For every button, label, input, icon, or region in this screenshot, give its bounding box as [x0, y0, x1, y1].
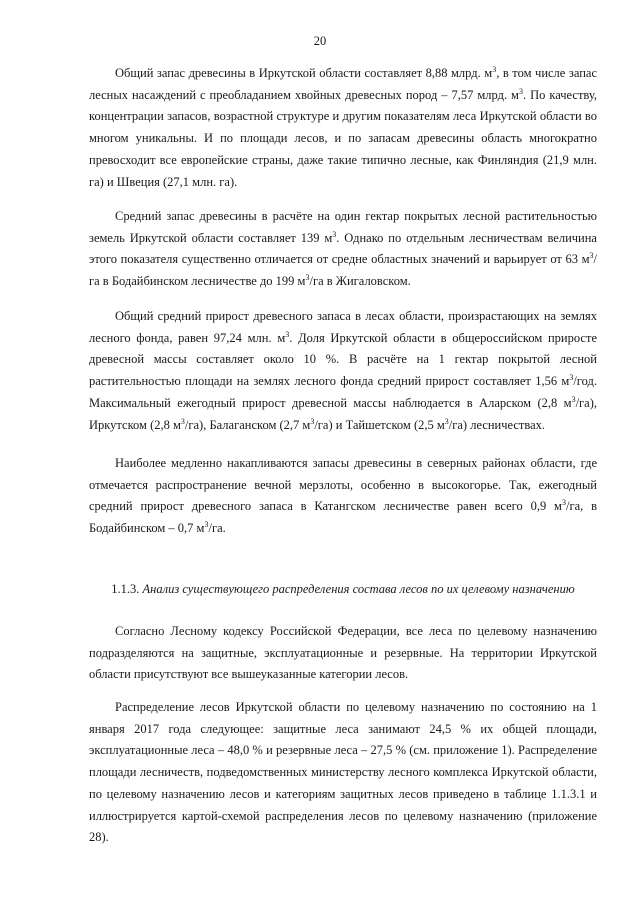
section-title: Анализ существующего распределения состава лесов по их целевому назначению	[142, 582, 575, 596]
paragraph-forest-code: Согласно Лесному кодексу Российской Федерации, все леса по целевому назначению подразделяются на защитные, эксплуатационные и резервные. На территории Иркутской области присутствуют все вышеуказанные категории лесов.	[89, 624, 597, 682]
paragraph-total-wood-stock: Общий запас древесины в Иркутской области составляет 8,88 млрд. $м^3$, в том числе запас лесных насаждений с преобладанием хвойных древесных пород – 7,57 млрд. $м^3$. По качеству, концентрации запасов, возрастной структуре и другим показателям леса Иркутской области во многом уникальны. И по площади лесов, и по запасам древесины область многократно превосходит все европейские страны, даже такие типично лесные, как Финляндия (21,9 млн. га) и Швеция (27,1 млн. га).	[89, 64, 598, 189]
paragraph-distribution-by-purpose: Распределение лесов Иркутской области по целевому назначению по состоянию на 1 января 2017 года следующее: защитные леса занимают 24,5 % их общей площади, эксплуатационные леса – 48,0 % и резервные леса – 27,5 % (см. приложение 1). Распределение площади лесничеств, подведомственных министерству лесного комплекса Иркутской области, по целевому назначению лесов и категориям защитных лесов приведено в таблице 1.1.3.1 и иллюстрируется картой-схемой распределения лесов по целевому назначению (приложение 28).	[89, 700, 597, 845]
page-number: 20	[313, 34, 327, 48]
paragraph-average-stock-per-hectare: Средний запас древесины в расчёте на один гектар покрытых лесной растительностью земель Иркутской области составляет 139 $м^3$. Однако по отдельным лесничествам величина этого показателя существенно отличается от средне областных значений и варьирует от 63 $м^3/га$ в Бодайбинском лесничестве до 199 $м^3/га$ в Жигаловском.	[89, 209, 597, 289]
paragraph-average-growth: Общий средний прирост древесного запаса в лесах области, произрастающих на землях лесного фонда, равен 97,24 млн. $м^3$. Доля Иркутской области в общероссийском приросте древесной массы составляет около 10 %. В расчёте на 1 гектар покрытой лесной растительностью площади на землях лесного фонда средний прирост составляет 1,56 $м^3$/год. Максимальный ежегодный прирост древесной массы наблюдается в Аларском (2,8 $м^3/га$), Иркутском (2,8 $м^3/га$), Балаганском (2,7 $м^3/га$) и Тайшетском (2,5 $м^3/га$) лесничествах.	[89, 309, 597, 432]
section-heading	[89, 579, 597, 599]
paragraph-northern-regions: Наиболее медленно накапливаются запасы древесины в северных районах области, где отмечается распространение вечной мерзлоты, особенно в высокогорье. Так, ежегодный средний прирост древесного запаса в Катангском лесничестве равен всего 0,9 $м^3/га$, в Бодайбинском – 0,7 $м^3/га$.	[89, 456, 597, 536]
section-number: 1.1.3.	[111, 582, 140, 596]
